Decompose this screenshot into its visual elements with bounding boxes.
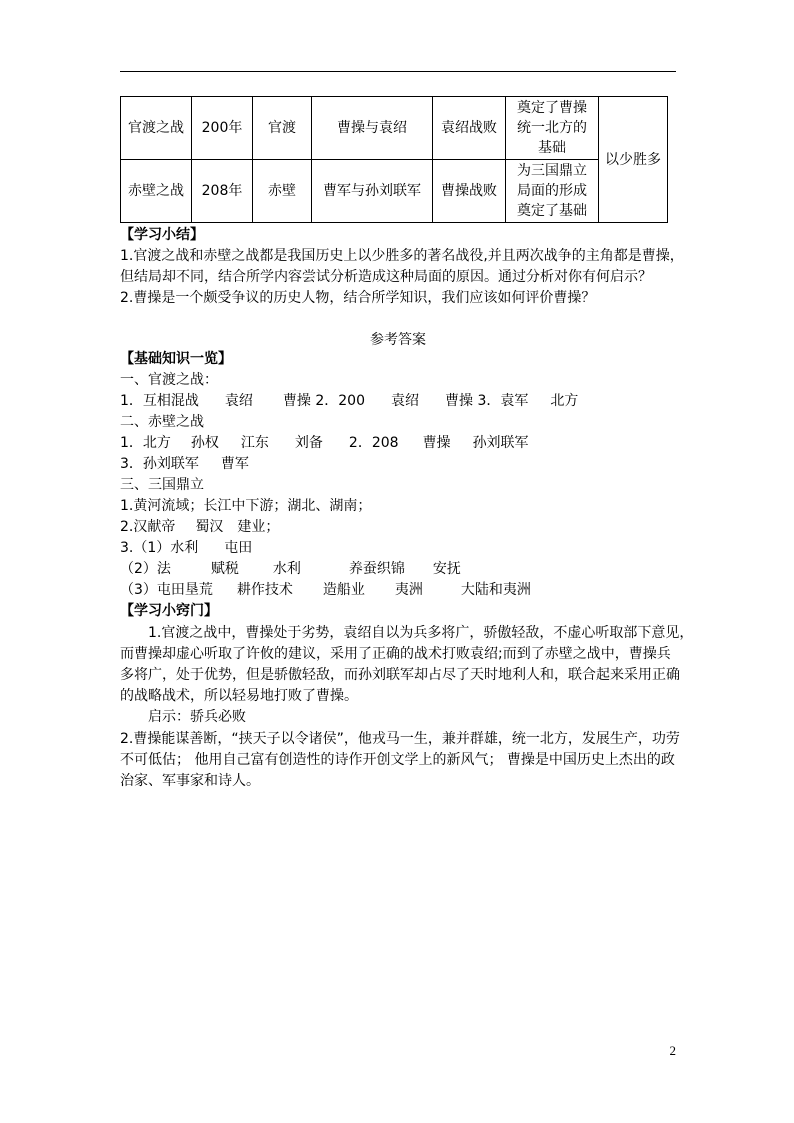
answer-item: 屯田 [224,540,253,556]
battle-shared-trait: 以少胜多 [599,97,668,223]
battle-result: 袁绍战败 [433,97,506,160]
answer-item: 养蚕织锦 [348,561,405,577]
tip1-line2: 而曹操却虚心听取了许攸的建议，采用了正确的战术打败袁绍;而到了赤壁之战中，曹操兵 [120,646,671,662]
answer-item: 北方 [550,393,579,409]
answer-item: 孙刘联军 [472,435,529,451]
battle-name: 官渡之战 [121,97,192,160]
battle-result: 曹操战败 [433,160,506,223]
answer-item: 2．208 [348,435,399,451]
page-number: 2 [669,1043,676,1058]
section3-line5 [120,580,531,601]
answer-item: 1．互相混战 [120,393,199,409]
answer-item: 刘备 [294,435,323,451]
battle-year: 200年 [192,97,253,160]
answer-item: 造船业 [322,582,365,598]
basic-heading: 【基础知识一览】 [120,351,232,367]
summary-q2: 2.曹操是一个颇受争议的历史人物，结合所学知识，我们应该如何评价曹操？ [120,290,596,306]
battle-name: 赤壁之战 [121,160,192,223]
tips-heading: 【学习小窍门】 [120,603,218,619]
answer-item: 3．孙刘联军 [120,456,199,472]
battle-place: 官渡 [253,97,312,160]
summary-heading: 【学习小结】 [120,227,204,243]
section2-title: 二、赤壁之战 [120,414,204,430]
section1-line [120,391,578,412]
answer-item: 孙权 [190,435,219,451]
answer-item: 曹操 [422,435,451,451]
summary-q1-line2: 但结局却不同，结合所学内容尝试分析造成这种局面的原因。通过分析对你有何启示？ [120,269,652,285]
tip2-line2: 不可低估； 他用自己富有创造性的诗作开创文学上的新风气； 曹操是中国历史上杰出的政 [120,752,675,768]
impact-line: 统一北方的 [517,120,587,136]
tip1-line5: 启示：骄兵必败 [148,709,246,725]
section2-line1 [120,433,529,454]
answer-item: 曹操 3．袁军 [445,393,529,409]
impact-line: 基础 [538,140,566,156]
section1-title: 一、官渡之战： [120,372,218,388]
impact-line: 局面的形成 [517,183,587,199]
battle-place: 赤壁 [253,160,312,223]
tip2-line1: 2.曹操能谋善断，“挟天子以令诸侯”，他戎马一生，兼并群雄，统一北方，发展生产，功劳 [120,731,680,747]
impact-line: 为三国鼎立 [517,163,587,179]
answer-item: 蜀汉 [195,519,224,535]
summary-q1-line1: 1.官渡之战和赤壁之战都是我国历史上以少胜多的著名战役,并且两次战争的主角都是曹操， [120,248,684,264]
answer-item: 3.（1）水利 [120,540,199,556]
section3-line4 [120,559,461,580]
battle-sides: 曹军与孙刘联军 [312,160,433,223]
answer-item: 江东 [240,435,269,451]
answer-item: 赋税 [210,561,239,577]
answer-item: 1．北方 [120,435,171,451]
answer-item: 袁绍 [391,393,420,409]
section3-line1: 1.黄河流域；长江中下游；湖北、湖南； [120,498,372,514]
answer-item: 安抚 [432,561,461,577]
answer-item: 大陆和夷洲 [460,582,531,598]
section3-title: 三、三国鼎立 [120,477,204,493]
section2-line2 [120,454,249,475]
tip1-line3: 多将广，处于优势，但是骄傲轻敌，而孙刘联军却占尽了天时地利人和，联合起来采用正确 [120,667,680,683]
header-rule [120,71,676,72]
impact-line: 奠定了基础 [517,203,587,219]
tip1-line4: 的战略战术，所以轻易地打败了曹操。 [120,688,358,704]
section3-line2 [120,517,279,538]
answer-item: （3）屯田垦荒 [120,582,213,598]
answer-item: （2）法 [120,561,171,577]
answer-item: 袁绍 [224,393,253,409]
table-row [121,160,668,223]
answer-item: 建业； [237,519,280,535]
battles-table [120,96,668,223]
tip2-line3: 治家、军事家和诗人。 [120,773,260,789]
answer-item: 夷洲 [394,582,423,598]
answer-item: 耕作技术 [236,582,293,598]
answer-item: 2.汉献帝 [120,519,176,535]
battle-sides: 曹操与袁绍 [312,97,433,160]
tip1-line1: 1.官渡之战中，曹操处于劣势，袁绍自以为兵多将广，骄傲轻敌，不虚心听取部下意见， [148,625,694,641]
battle-year: 208年 [192,160,253,223]
battle-impact [506,160,599,223]
answers-title: 参考答案 [370,332,426,348]
impact-line: 奠定了曹操 [517,100,587,116]
answer-item: 水利 [272,561,301,577]
table-row [121,97,668,160]
section3-line3 [120,538,252,559]
answer-item: 曹军 [220,456,249,472]
battle-impact [506,97,599,160]
answer-item: 曹操 2．200 [282,393,366,409]
